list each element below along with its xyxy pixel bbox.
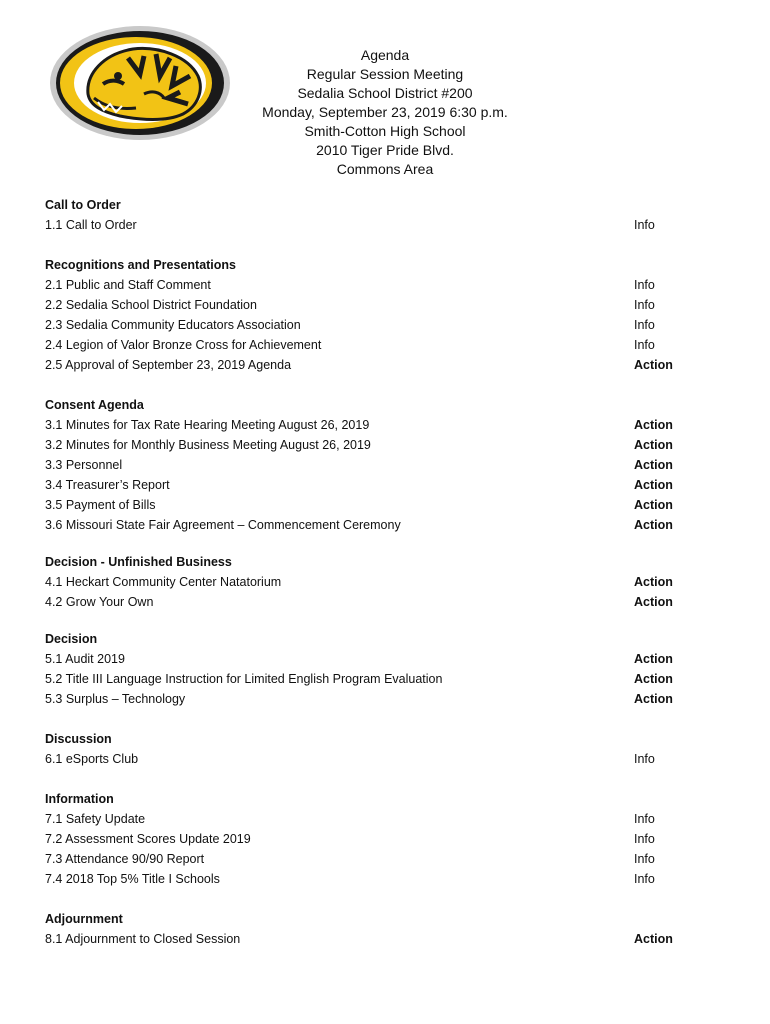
item-status: Action xyxy=(634,478,673,492)
item-status: Action xyxy=(634,652,673,666)
item-label: 4.2 Grow Your Own xyxy=(45,595,154,609)
item-status: Info xyxy=(634,872,655,886)
agenda-item xyxy=(45,215,685,235)
section-title: Call to Order xyxy=(45,198,121,212)
section-title: Recognitions and Presentations xyxy=(45,258,237,272)
section-title: Information xyxy=(45,792,114,806)
item-status: Info xyxy=(634,752,655,766)
agenda-item xyxy=(45,435,685,455)
item-status: Action xyxy=(634,692,673,706)
item-label: 2.4 Legion of Valor Bronze Cross for Achievement xyxy=(45,338,322,352)
item-status: Info xyxy=(634,298,655,312)
item-status: Action xyxy=(634,498,673,512)
agenda-item xyxy=(45,355,685,375)
item-label: 3.5 Payment of Bills xyxy=(45,498,156,512)
item-status: Action xyxy=(634,932,673,946)
agenda-item xyxy=(45,869,685,889)
header-meeting-type: Regular Session Meeting xyxy=(306,66,464,82)
item-label: 6.1 eSports Club xyxy=(45,752,139,766)
section-information xyxy=(45,789,685,889)
item-status: Action xyxy=(634,575,673,589)
agenda-item xyxy=(45,475,685,495)
agenda-item xyxy=(45,829,685,849)
section-decision-unfinished xyxy=(45,552,685,612)
agenda-item xyxy=(45,495,685,515)
header-title: Agenda xyxy=(360,47,410,63)
item-label: 5.3 Surplus – Technology xyxy=(45,692,186,706)
agenda-item xyxy=(45,649,685,669)
header-school: Smith-Cotton High School xyxy=(304,123,466,139)
agenda-item xyxy=(45,275,685,295)
agenda-item xyxy=(45,572,685,592)
agenda-item xyxy=(45,749,685,769)
agenda-item xyxy=(45,335,685,355)
item-label: 3.1 Minutes for Tax Rate Hearing Meeting August 26, 2019 xyxy=(45,418,370,432)
item-status: Info xyxy=(634,812,655,826)
header-location: Commons Area xyxy=(336,161,434,177)
agenda-item xyxy=(45,455,685,475)
item-status: Action xyxy=(634,458,673,472)
item-label: 3.6 Missouri State Fair Agreement – Commencement Ceremony xyxy=(45,518,401,532)
agenda-item xyxy=(45,849,685,869)
agenda-item xyxy=(45,515,685,535)
item-status: Info xyxy=(634,832,655,846)
section-title: Decision - Unfinished Business xyxy=(45,555,232,569)
section-title: Discussion xyxy=(45,732,112,746)
agenda-item xyxy=(45,929,685,949)
agenda-item xyxy=(45,295,685,315)
item-status: Action xyxy=(634,438,673,452)
section-title: Adjournment xyxy=(45,912,123,926)
item-label: 4.1 Heckart Community Center Natatorium xyxy=(45,575,282,589)
item-label: 5.1 Audit 2019 xyxy=(45,652,125,666)
section-title: Decision xyxy=(45,632,98,646)
item-label: 2.2 Sedalia School District Foundation xyxy=(45,298,257,312)
item-label: 1.1 Call to Order xyxy=(45,218,137,232)
item-label: 2.1 Public and Staff Comment xyxy=(45,278,211,292)
item-label: 3.4 Treasurer’s Report xyxy=(45,478,170,492)
item-label: 7.1 Safety Update xyxy=(45,812,146,826)
section-consent-agenda xyxy=(45,395,685,535)
section-title: Consent Agenda xyxy=(45,398,144,412)
item-label: 5.2 Title III Language Instruction for Limited English Program Evaluation xyxy=(45,672,443,686)
section-discussion xyxy=(45,729,685,769)
agenda-item xyxy=(45,669,685,689)
agenda-item xyxy=(45,809,685,829)
item-label: 2.5 Approval of September 23, 2019 Agenda xyxy=(45,358,292,372)
item-status: Action xyxy=(634,672,673,686)
item-status: Info xyxy=(634,278,655,292)
item-label: 7.4 2018 Top 5% Title I Schools xyxy=(45,872,220,886)
item-status: Action xyxy=(634,358,673,372)
item-label: 8.1 Adjournment to Closed Session xyxy=(45,932,241,946)
item-status: Action xyxy=(634,418,673,432)
header-district: Sedalia School District #200 xyxy=(297,85,473,101)
agenda-item xyxy=(45,415,685,435)
item-label: 3.2 Minutes for Monthly Business Meeting August 26, 2019 xyxy=(45,438,371,452)
agenda-item xyxy=(45,592,685,612)
agenda-item xyxy=(45,315,685,335)
item-status: Info xyxy=(634,218,655,232)
header-date: Monday, September 23, 2019 6:30 p.m. xyxy=(262,104,508,120)
agenda-item xyxy=(45,689,685,709)
item-label: 3.3 Personnel xyxy=(45,458,123,472)
header-address: 2010 Tiger Pride Blvd. xyxy=(316,142,454,158)
section-recognitions xyxy=(45,255,685,375)
item-status: Info xyxy=(634,852,655,866)
item-status: Info xyxy=(634,318,655,332)
item-label: 2.3 Sedalia Community Educators Association xyxy=(45,318,301,332)
agenda-header xyxy=(200,46,570,179)
section-adjournment xyxy=(45,909,685,949)
section-decision xyxy=(45,629,685,709)
item-label: 7.2 Assessment Scores Update 2019 xyxy=(45,832,251,846)
item-status: Info xyxy=(634,338,655,352)
item-status: Action xyxy=(634,595,673,609)
item-label: 7.3 Attendance 90/90 Report xyxy=(45,852,205,866)
item-status: Action xyxy=(634,518,673,532)
section-call-to-order xyxy=(45,195,685,235)
